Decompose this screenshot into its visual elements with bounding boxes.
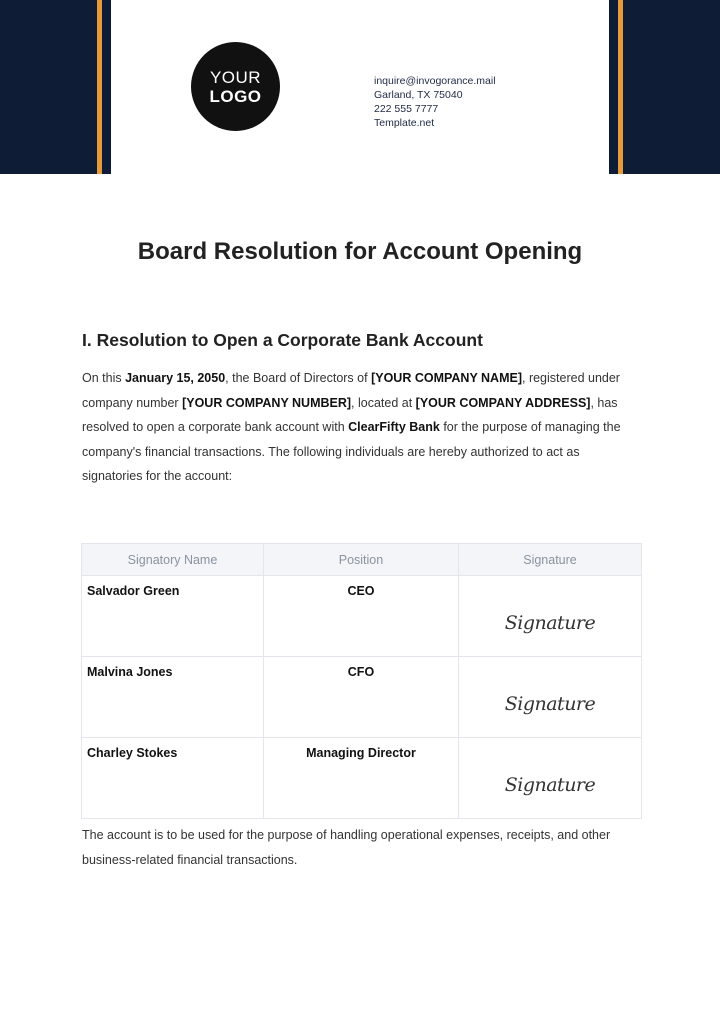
signatory-name: Malvina Jones [82,657,264,738]
column-header-name: Signatory Name [82,544,264,576]
company-name: [YOUR COMPANY NAME] [371,371,522,385]
company-address: [YOUR COMPANY ADDRESS] [415,395,591,410]
signatory-name: Charley Stokes [82,738,264,819]
document-title: Board Resolution for Account Opening [137,238,583,265]
header-right-band [609,0,720,174]
signature-text: Signature [504,693,596,715]
contact-email: inquire@invogorance.mail [374,75,496,87]
table-row [82,576,642,657]
closing-paragraph: The account is to be used for the purpose of handling operational expenses, receipts, and other business-related financial transactions. [82,828,611,867]
table-row [82,657,642,738]
signatory-position: CEO [263,576,458,657]
para-text: for the purpose of managing the company's financial transactions. The following individuals are hereby authorized to act as signatories for the account: [82,420,621,483]
accent-stripe [97,0,102,174]
signature-image [497,608,603,638]
para-text: On this [82,371,126,385]
resolution-date: January 15, 2050 [125,371,226,385]
resolution-paragraph [82,366,642,489]
accent-stripe [618,0,623,174]
contact-info [374,74,496,130]
page-header [0,0,720,174]
signatory-name: Salvador Green [82,576,264,657]
table-row [82,738,642,819]
signatory-table [81,543,642,819]
signature-cell [459,738,642,819]
para-text: , located at [351,395,416,410]
signature-image [497,689,603,719]
contact-website: Template.net [374,117,435,129]
signatory-position: CFO [263,657,458,738]
logo-line-2: LOGO [209,86,262,106]
para-text: , has resolved to open a corporate bank account with [82,395,618,434]
signature-text: Signature [504,774,596,796]
signature-image [497,770,603,800]
bank-name: ClearFifty Bank [348,420,440,434]
signatory-position: Managing Director [263,738,458,819]
company-logo [191,42,280,131]
signature-cell [459,657,642,738]
signature-text: Signature [504,612,596,634]
contact-phone: 222 555 7777 [374,103,439,115]
contact-address: Garland, TX 75040 [374,89,463,101]
para-text: , registered under company number [82,371,620,410]
para-text: , the Board of Directors of [225,371,372,385]
logo-line-1: YOUR [209,67,262,87]
table-header-row [82,544,642,576]
section-title: I. Resolution to Open a Corporate Bank Account [82,330,483,350]
column-header-position: Position [263,544,458,576]
company-number: [YOUR COMPANY NUMBER] [182,395,352,410]
column-header-signature: Signature [459,544,642,576]
signature-cell [459,576,642,657]
header-left-band [0,0,111,174]
